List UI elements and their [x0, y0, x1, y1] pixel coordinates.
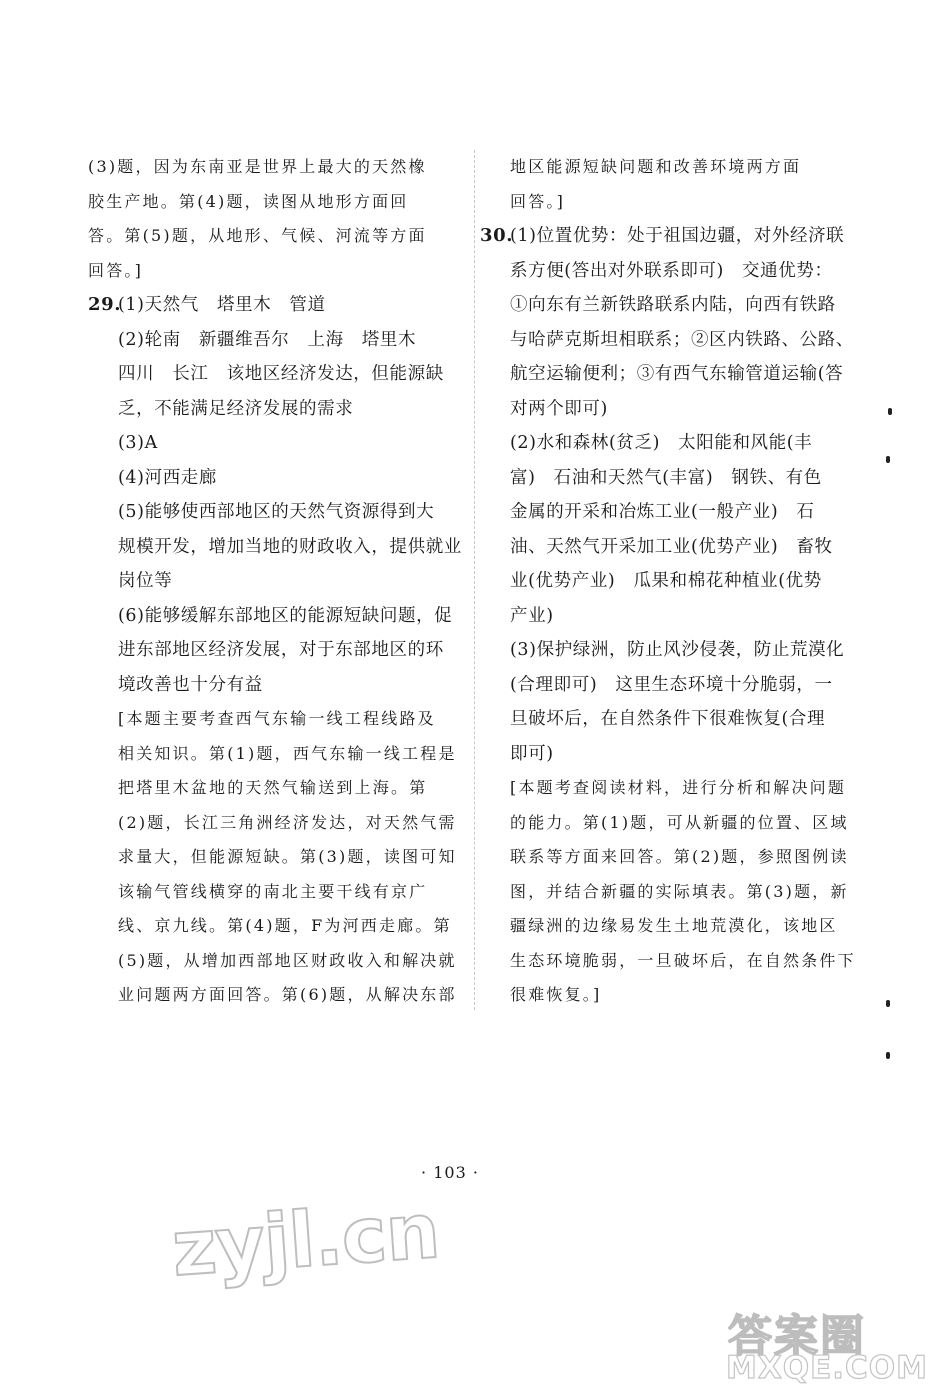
text-line: 回答。] — [510, 191, 566, 211]
question-number: 29. — [88, 294, 122, 315]
explanation-29 — [88, 702, 464, 1013]
scan-speck — [886, 456, 890, 463]
text-line: ①向东有兰新铁路联系内陆，向西有铁路 — [510, 295, 836, 315]
text-line: 四川 长江 该地区经济发达，但能源缺 — [118, 364, 444, 384]
question-30 — [480, 219, 858, 1013]
text-line: 油、天然气开采加工业(优势产业) 畜牧 — [510, 536, 833, 557]
text-line: 进东部地区经济发展，对于东部地区的环 — [118, 640, 444, 660]
answer-29-3: (3)A — [118, 433, 158, 453]
watermark-mxqe — [700, 1300, 928, 1390]
text-line: 图，并结合新疆的实际填表。第(3)题，新 — [510, 881, 849, 901]
text-line: 业问题两方面回答。第(6)题，从解决东部 — [118, 985, 457, 1004]
text-line: 富) 石油和天然气(丰富) 钢铁、有色 — [510, 467, 822, 488]
text-line: 金属的开采和冶炼工业(一般产业) 石 — [510, 502, 815, 522]
scan-speck — [888, 408, 892, 415]
explanation-29-continued — [480, 150, 858, 219]
page-number: · 103 · — [421, 1163, 479, 1182]
text-line: 对两个即可) — [510, 398, 608, 419]
answer-30-3: (3)保护绿洲，防止风沙侵袭，防止荒漠化 — [510, 640, 845, 660]
text-line: 航空运输便利；③有西气东输管道运输(答 — [510, 364, 844, 384]
text-line: (3)题，因为东南亚是世界上最大的天然橡 — [88, 157, 427, 176]
watermark-zyjl: zyjl.cn — [169, 1185, 442, 1294]
watermark-url: MXQE.COM — [726, 1350, 928, 1386]
question-number: 30. — [480, 225, 514, 246]
text-line: (合理即可) 这里生态环境十分脆弱，一 — [510, 674, 833, 695]
scan-speck — [886, 1000, 890, 1007]
text-line: 求量大，但能源短缺。第(3)题，读图可知 — [118, 847, 457, 866]
text-line: 乏，不能满足经济发展的需求 — [118, 398, 354, 419]
text-line: (5)题，从增加西部地区财政收入和解决就 — [118, 950, 457, 970]
question-29 — [88, 288, 464, 1013]
answer-29-4: (4)河西走廊 — [118, 467, 217, 488]
text-line: [本题考查阅读材料，进行分析和解决问题 — [510, 778, 847, 797]
text-line: 答。第(5)题，从地形、气候、河流等方面 — [88, 226, 427, 245]
right-column — [480, 150, 858, 1013]
answer-29-6: (6)能够缓解东部地区的能源短缺问题，促 — [118, 605, 453, 626]
answer-29-2: (2)轮南 新疆维吾尔 上海 塔里木 — [118, 329, 417, 350]
text-line: 很难恢复。] — [510, 985, 602, 1004]
left-column — [88, 150, 464, 1013]
text-line: 联系等方面来回答。第(2)题，参照图例读 — [510, 847, 849, 866]
watermark-logo-text: 答案圈 — [728, 1311, 866, 1362]
text-line: 该输气管线横穿的南北主要干线有京广 — [118, 881, 428, 901]
text-line: 旦破坏后，在自然条件下很难恢复(合理 — [510, 709, 826, 729]
text-line: 岗位等 — [118, 571, 173, 591]
answer-30-2: (2)水和森林(贫乏) 太阳能和风能(丰 — [510, 433, 813, 453]
answer-29-1: 29.(1)天然气 塔里木 管道 — [88, 288, 464, 323]
text-line: 与哈萨克斯坦相联系；②区内铁路、公路、 — [510, 329, 854, 350]
text-line: 即可) — [510, 743, 554, 764]
text-line: 生态环境脆弱，一旦破坏后，在自然条件下 — [510, 950, 856, 970]
previous-question-explanation — [88, 150, 464, 288]
column-divider — [474, 150, 475, 1010]
text-line: 疆绿洲的边缘易发生土地荒漠化，该地区 — [510, 916, 838, 935]
text-line: 的能力。第(1)题，可从新疆的位置、区域 — [510, 812, 849, 832]
explanation-30 — [480, 771, 858, 1013]
text-line: 系方便(答出对外联系即可) 交通优势： — [510, 260, 833, 281]
answer-29-5: (5)能够使西部地区的天然气资源得到大 — [118, 502, 435, 522]
text-line: 地区能源短缺问题和改善环境两方面 — [510, 157, 802, 176]
text-line: 境改善也十分有益 — [118, 674, 263, 695]
text-line: 业(优势产业) 瓜果和棉花种植业(优势 — [510, 571, 822, 591]
scan-speck — [886, 1052, 890, 1059]
text-line: 回答。] — [88, 260, 144, 280]
text-line: [本题主要考查西气东输一线工程线路及 — [118, 709, 436, 728]
text-line: 线、京九线。第(4)题，F为河西走廊。第 — [118, 916, 452, 935]
text-line: 规模开发，增加当地的财政收入，提供就业 — [118, 536, 462, 557]
text-line: 把塔里木盆地的天然气输送到上海。第 — [118, 778, 428, 797]
answer-30-1: 30.(1)位置优势：处于祖国边疆，对外经济联 — [480, 219, 858, 254]
text-line: (2)题，长江三角洲经济发达，对天然气需 — [118, 812, 457, 832]
text-line: 相关知识。第(1)题，西气东输一线工程是 — [118, 743, 457, 763]
text-line: 产业) — [510, 605, 554, 626]
text-line: 胶生产地。第(4)题，读图从地形方面回 — [88, 191, 409, 211]
